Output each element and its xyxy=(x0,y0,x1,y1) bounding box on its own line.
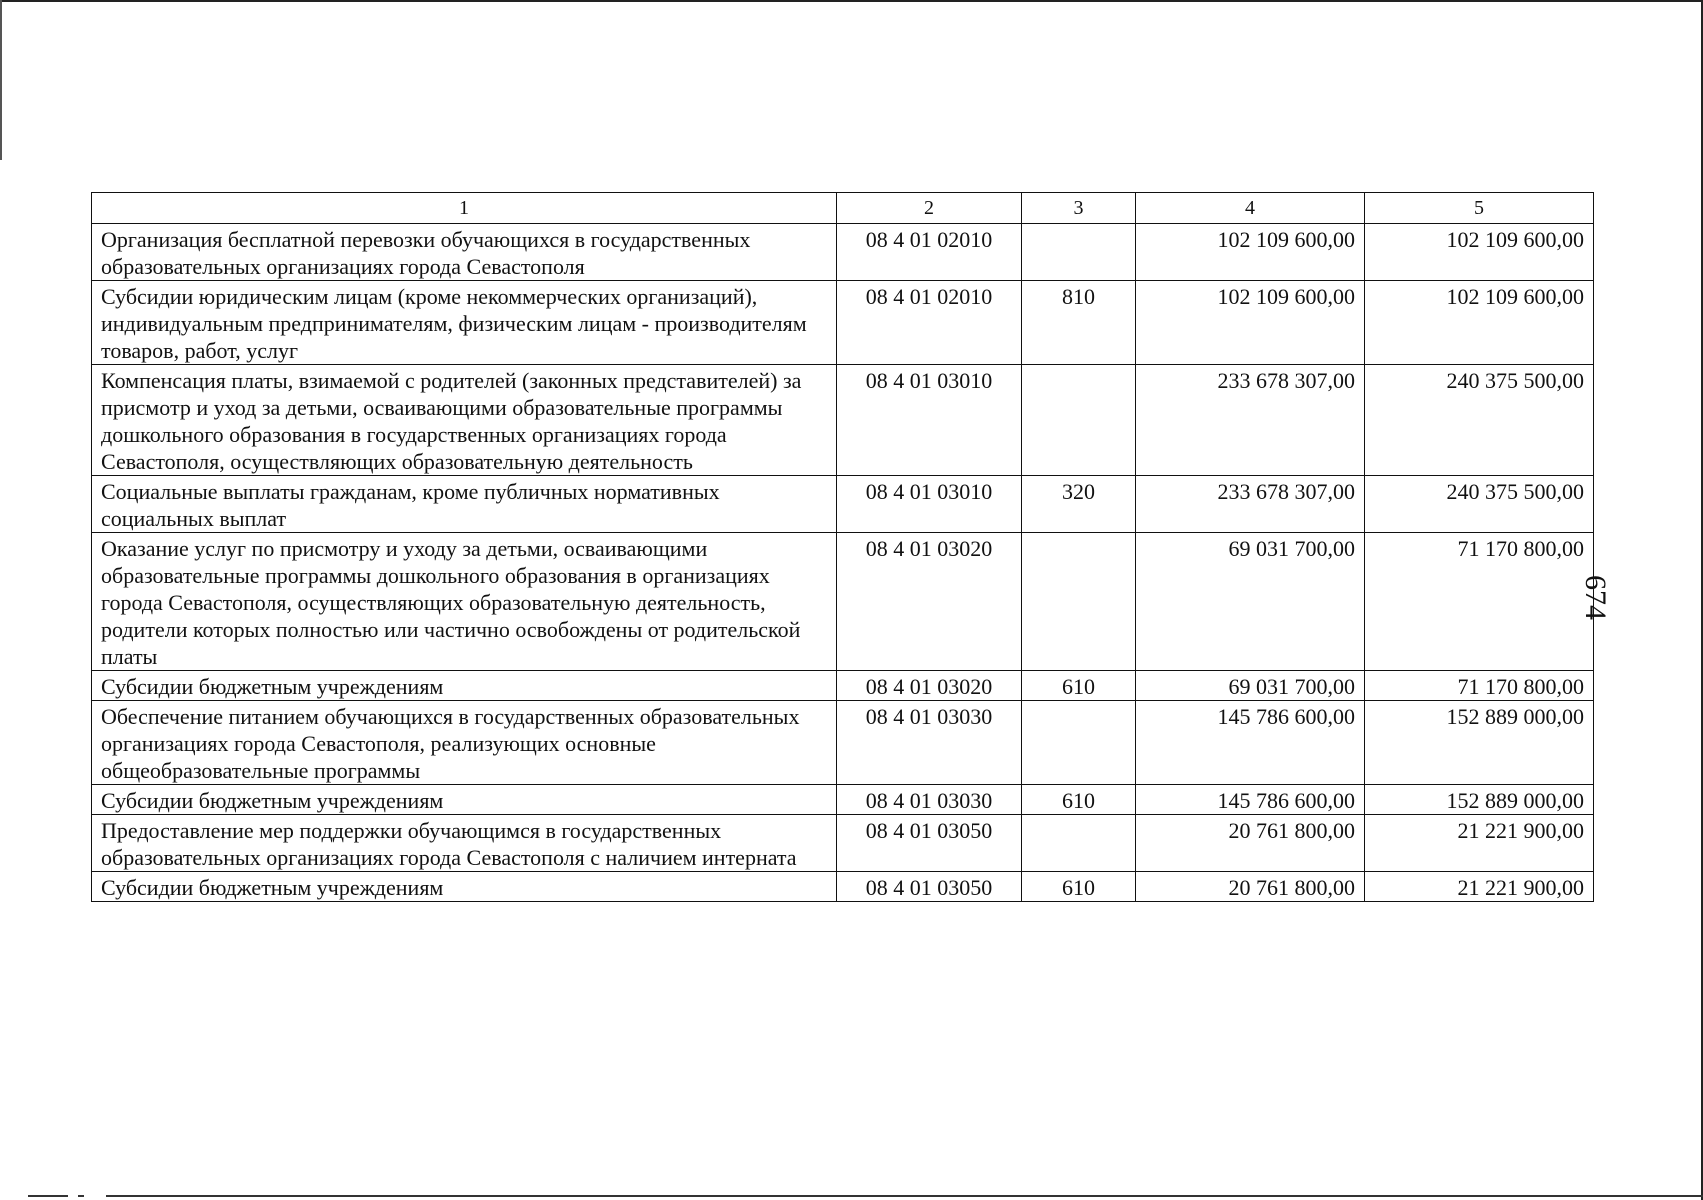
row-amount-2: 102 109 600,00 xyxy=(1365,224,1594,281)
scan-bottom-line xyxy=(78,1195,84,1197)
scan-edge-top xyxy=(0,0,1703,2)
row-code: 08 4 01 03020 xyxy=(837,671,1022,701)
table-row xyxy=(92,785,1594,815)
table-row xyxy=(92,224,1594,281)
row-type xyxy=(1022,815,1136,872)
table-row xyxy=(92,701,1594,785)
row-code: 08 4 01 03050 xyxy=(837,872,1022,902)
row-code: 08 4 01 02010 xyxy=(837,281,1022,365)
row-code: 08 4 01 02010 xyxy=(837,224,1022,281)
row-amount-1: 20 761 800,00 xyxy=(1136,872,1365,902)
table-row xyxy=(92,671,1594,701)
row-amount-1: 102 109 600,00 xyxy=(1136,281,1365,365)
scan-bottom-line xyxy=(106,1195,1703,1197)
row-amount-2: 71 170 800,00 xyxy=(1365,671,1594,701)
row-code: 08 4 01 03010 xyxy=(837,476,1022,533)
row-amount-1: 145 786 600,00 xyxy=(1136,701,1365,785)
row-amount-2: 21 221 900,00 xyxy=(1365,815,1594,872)
column-number-row xyxy=(92,193,1594,224)
row-type: 610 xyxy=(1022,671,1136,701)
budget-table xyxy=(91,192,1594,902)
column-header-4: 4 xyxy=(1136,193,1365,224)
table-row xyxy=(92,872,1594,902)
row-amount-1: 20 761 800,00 xyxy=(1136,815,1365,872)
row-amount-1: 145 786 600,00 xyxy=(1136,785,1365,815)
row-amount-2: 102 109 600,00 xyxy=(1365,281,1594,365)
row-type xyxy=(1022,365,1136,476)
page-number: 674 xyxy=(1579,575,1612,620)
row-name: Субсидии бюджетным учреждениям xyxy=(92,872,837,902)
row-name: Организация бесплатной перевозки обучающихся в государственных образовательных организациях города Севастополя xyxy=(92,224,837,281)
column-header-1: 1 xyxy=(92,193,837,224)
row-code: 08 4 01 03030 xyxy=(837,701,1022,785)
row-name: Оказание услуг по присмотру и уходу за детьми, осваивающими образовательные программы дошкольного образования в организациях города Севастополя, осуществляющих образовательную деятельность, родители которых полностью или частично освобождены от родительской платы xyxy=(92,533,837,671)
row-amount-2: 240 375 500,00 xyxy=(1365,365,1594,476)
row-type: 810 xyxy=(1022,281,1136,365)
row-amount-2: 71 170 800,00 xyxy=(1365,533,1594,671)
row-amount-2: 240 375 500,00 xyxy=(1365,476,1594,533)
row-type xyxy=(1022,224,1136,281)
scan-bottom-line xyxy=(28,1195,68,1197)
row-name: Субсидии юридическим лицам (кроме некоммерческих организаций), индивидуальным предпринимателям, физическим лицам - производителям товаров, работ, услуг xyxy=(92,281,837,365)
row-amount-2: 21 221 900,00 xyxy=(1365,872,1594,902)
row-type: 610 xyxy=(1022,785,1136,815)
column-header-5: 5 xyxy=(1365,193,1594,224)
table-row xyxy=(92,815,1594,872)
row-name: Предоставление мер поддержки обучающимся в государственных образовательных организациях города Севастополя с наличием интерната xyxy=(92,815,837,872)
row-type: 610 xyxy=(1022,872,1136,902)
table-row xyxy=(92,281,1594,365)
table-row xyxy=(92,476,1594,533)
row-name: Социальные выплаты гражданам, кроме публичных нормативных социальных выплат xyxy=(92,476,837,533)
table-row xyxy=(92,533,1594,671)
table-row xyxy=(92,365,1594,476)
row-type: 320 xyxy=(1022,476,1136,533)
row-amount-1: 69 031 700,00 xyxy=(1136,533,1365,671)
row-code: 08 4 01 03050 xyxy=(837,815,1022,872)
row-amount-1: 233 678 307,00 xyxy=(1136,476,1365,533)
row-amount-1: 69 031 700,00 xyxy=(1136,671,1365,701)
row-name: Субсидии бюджетным учреждениям xyxy=(92,785,837,815)
row-code: 08 4 01 03030 xyxy=(837,785,1022,815)
row-amount-1: 233 678 307,00 xyxy=(1136,365,1365,476)
row-amount-2: 152 889 000,00 xyxy=(1365,701,1594,785)
row-name: Компенсация платы, взимаемой с родителей (законных представителей) за присмотр и уход за детьми, осваивающими образовательные программы дошкольного образования в государственных организациях города Севастополя, осуществляющих образовательную деятельность xyxy=(92,365,837,476)
column-header-2: 2 xyxy=(837,193,1022,224)
row-name: Обеспечение питанием обучающихся в государственных образовательных организациях города Севастополя, реализующих основные общеобразовательные программы xyxy=(92,701,837,785)
row-type xyxy=(1022,533,1136,671)
row-type xyxy=(1022,701,1136,785)
scan-edge-left xyxy=(0,0,2,160)
row-name: Субсидии бюджетным учреждениям xyxy=(92,671,837,701)
row-amount-2: 152 889 000,00 xyxy=(1365,785,1594,815)
row-code: 08 4 01 03010 xyxy=(837,365,1022,476)
row-code: 08 4 01 03020 xyxy=(837,533,1022,671)
row-amount-1: 102 109 600,00 xyxy=(1136,224,1365,281)
column-header-3: 3 xyxy=(1022,193,1136,224)
